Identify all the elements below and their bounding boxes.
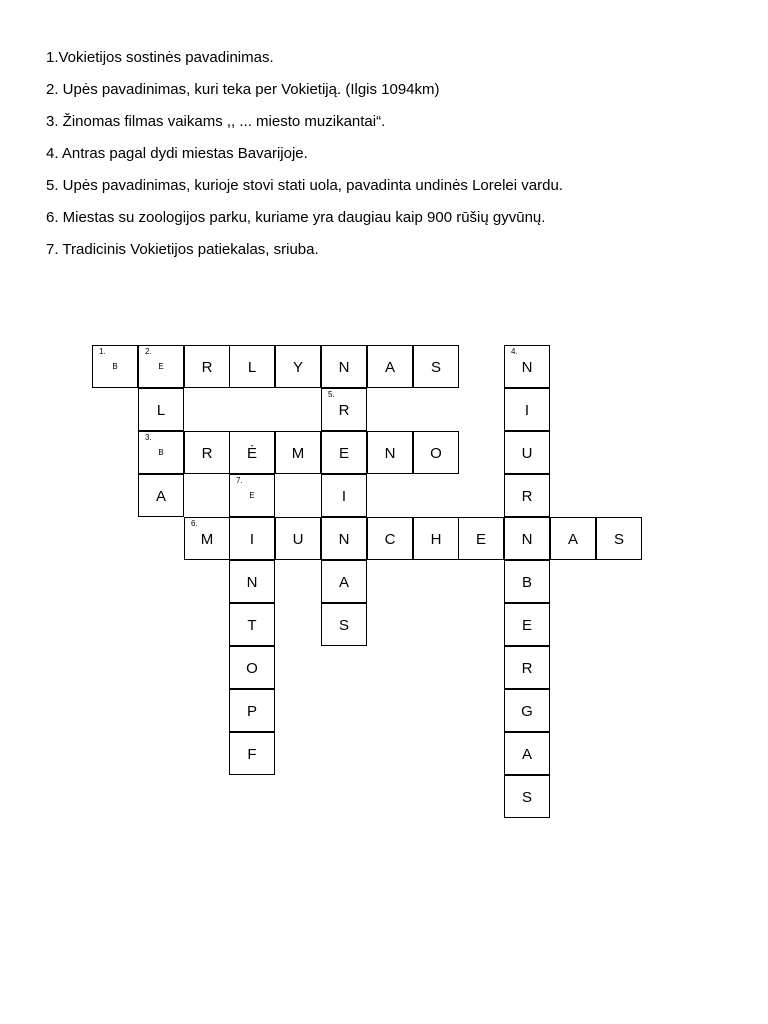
clue-number: 6. bbox=[191, 519, 198, 528]
crossword-cell bbox=[367, 517, 413, 560]
clue-7: 7. Tradicinis Vokietijos patiekalas, sriuba. bbox=[46, 241, 319, 258]
crossword-cell bbox=[321, 603, 367, 646]
cell-letter: N bbox=[384, 445, 396, 462]
crossword-cell bbox=[229, 345, 275, 388]
cell-letter: R bbox=[521, 660, 533, 677]
cell-letter: N bbox=[521, 531, 533, 548]
crossword-cell bbox=[138, 345, 184, 388]
crossword-cell bbox=[550, 517, 596, 560]
crossword-cell bbox=[229, 517, 275, 560]
clue-5: 5. Upės pavadinimas, kurioje stovi stati uola, pavadinta undinės Lorelei vardu. bbox=[46, 177, 563, 194]
crossword-cell bbox=[504, 431, 550, 474]
crossword-cell bbox=[504, 646, 550, 689]
crossword-cell bbox=[413, 517, 459, 560]
cell-letter: O bbox=[430, 445, 442, 462]
cell-letter: B bbox=[112, 362, 118, 371]
cell-letter: E bbox=[249, 491, 255, 500]
cell-letter: B bbox=[158, 448, 164, 457]
crossword-cell bbox=[184, 517, 230, 560]
cell-letter: I bbox=[341, 488, 347, 505]
cell-letter: R bbox=[521, 488, 533, 505]
crossword-cell bbox=[504, 388, 550, 431]
crossword-cell bbox=[321, 345, 367, 388]
crossword-cell bbox=[321, 431, 367, 474]
crossword-cell bbox=[229, 474, 275, 517]
clue-number: 5. bbox=[328, 390, 335, 399]
cell-letter: R bbox=[338, 402, 350, 419]
cell-letter: E bbox=[475, 531, 486, 548]
cell-letter: N bbox=[246, 574, 258, 591]
crossword-cell bbox=[138, 388, 184, 431]
crossword-cell bbox=[504, 775, 550, 818]
clue-number: 1. bbox=[99, 347, 106, 356]
cell-letter: H bbox=[430, 531, 442, 548]
cell-letter: B bbox=[521, 574, 532, 591]
crossword-cell bbox=[321, 474, 367, 517]
cell-letter: L bbox=[156, 402, 166, 419]
cell-letter: R bbox=[201, 359, 213, 376]
cell-letter: F bbox=[247, 746, 257, 763]
clue-number: 2. bbox=[145, 347, 152, 356]
crossword-cell bbox=[504, 345, 550, 388]
cell-letter: C bbox=[384, 531, 396, 548]
cell-letter: E bbox=[158, 362, 164, 371]
cell-letter: P bbox=[246, 703, 257, 720]
crossword-cell bbox=[184, 431, 230, 474]
crossword-cell bbox=[275, 517, 321, 560]
cell-letter: E bbox=[521, 617, 532, 634]
cell-letter: S bbox=[613, 531, 624, 548]
cell-letter: M bbox=[200, 531, 214, 548]
clue-1: 1.Vokietijos sostinės pavadinimas. bbox=[46, 49, 274, 66]
crossword-cell bbox=[413, 345, 459, 388]
crossword-cell bbox=[504, 474, 550, 517]
cell-letter: L bbox=[247, 359, 257, 376]
cell-letter: U bbox=[292, 531, 304, 548]
cell-letter: A bbox=[567, 531, 578, 548]
crossword-cell bbox=[504, 560, 550, 603]
crossword-cell bbox=[184, 345, 230, 388]
cell-letter: S bbox=[521, 789, 532, 806]
cell-letter: Ė bbox=[246, 445, 257, 462]
crossword-cell bbox=[321, 560, 367, 603]
crossword-cell bbox=[367, 345, 413, 388]
crossword-cell bbox=[138, 431, 184, 474]
crossword-cell bbox=[138, 474, 184, 517]
cell-letter: N bbox=[338, 359, 350, 376]
crossword-cell bbox=[504, 689, 550, 732]
crossword-cell bbox=[458, 517, 504, 560]
crossword-grid bbox=[92, 345, 642, 819]
cell-letter: O bbox=[246, 660, 258, 677]
crossword-cell bbox=[229, 431, 275, 474]
crossword-cell bbox=[275, 345, 321, 388]
cell-letter: U bbox=[521, 445, 533, 462]
crossword-cell bbox=[229, 689, 275, 732]
clue-6: 6. Miestas su zoologijos parku, kuriame yra daugiau kaip 900 rūšių gyvūnų. bbox=[46, 209, 546, 226]
crossword-cell bbox=[229, 603, 275, 646]
cell-letter: Y bbox=[292, 359, 303, 376]
cell-letter: A bbox=[384, 359, 395, 376]
clue-list bbox=[46, 42, 726, 266]
cell-letter: I bbox=[249, 531, 255, 548]
cell-letter: R bbox=[201, 445, 213, 462]
crossword-cell bbox=[596, 517, 642, 560]
cell-letter: A bbox=[155, 488, 166, 505]
crossword-cell bbox=[504, 732, 550, 775]
clue-number: 4. bbox=[511, 347, 518, 356]
cell-letter: T bbox=[247, 617, 257, 634]
clue-4: 4. Antras pagal dydi miestas Bavarijoje. bbox=[46, 145, 308, 162]
crossword-cell bbox=[321, 388, 367, 431]
clue-2: 2. Upės pavadinimas, kuri teka per Vokietiją. (Ilgis 1094km) bbox=[46, 81, 440, 98]
crossword-cell bbox=[229, 646, 275, 689]
cell-letter: N bbox=[338, 531, 350, 548]
cell-letter: N bbox=[521, 359, 533, 376]
crossword-cell bbox=[321, 517, 367, 560]
cell-letter: E bbox=[338, 445, 349, 462]
crossword-cell bbox=[229, 560, 275, 603]
crossword-cell bbox=[92, 345, 138, 388]
clue-3: 3. Žinomas filmas vaikams ,, ... miesto muzikantai“. bbox=[46, 113, 386, 130]
cell-letter: S bbox=[338, 617, 349, 634]
crossword-cell bbox=[275, 431, 321, 474]
crossword-cell bbox=[367, 431, 413, 474]
cell-letter: A bbox=[521, 746, 532, 763]
cell-letter: A bbox=[338, 574, 349, 591]
cell-letter: S bbox=[430, 359, 441, 376]
clue-number: 3. bbox=[145, 433, 152, 442]
cell-letter: M bbox=[291, 445, 305, 462]
crossword-cell bbox=[504, 603, 550, 646]
crossword-cell bbox=[504, 517, 550, 560]
crossword-cell bbox=[229, 732, 275, 775]
cell-letter: I bbox=[524, 402, 530, 419]
clue-number: 7. bbox=[236, 476, 243, 485]
cell-letter: G bbox=[521, 703, 533, 720]
crossword-cell bbox=[413, 431, 459, 474]
